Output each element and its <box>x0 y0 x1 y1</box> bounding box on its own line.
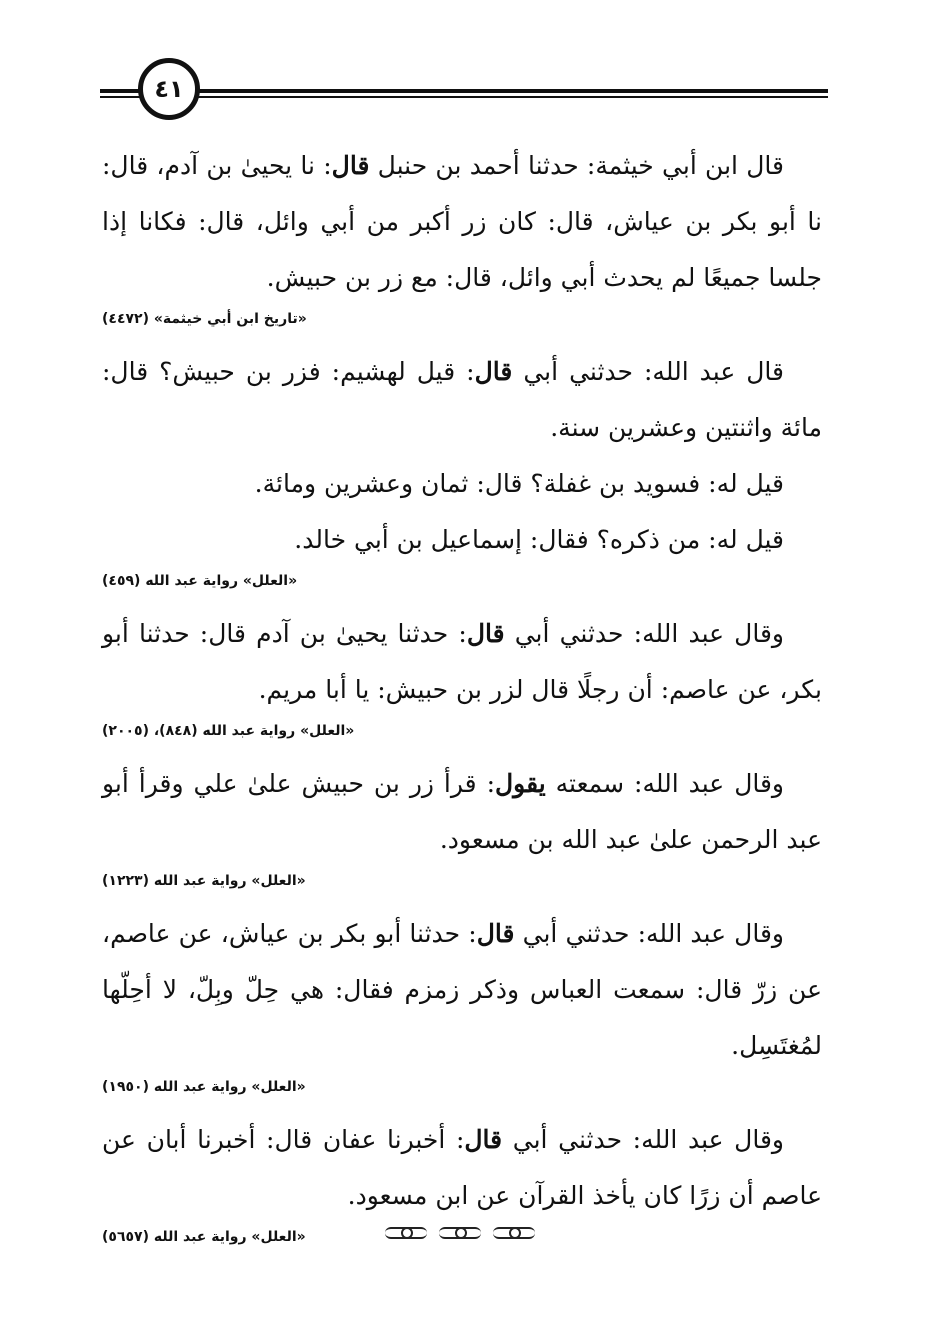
paragraph <box>102 138 822 306</box>
paragraph-text: : قيل لهشيم: فزر بن حبيش؟ قال: مائة واثنتين وعشرين سنة. <box>102 357 822 442</box>
keyword: يقول <box>495 769 546 798</box>
keyword: قال <box>476 919 515 948</box>
paragraph-text: وقال عبد الله: حدثني أبي <box>502 1125 784 1154</box>
paragraph-text: قال عبد الله: حدثني أبي <box>512 357 784 386</box>
paragraph-text: : حدثنا أبو بكر بن عياش، عن عاصم، عن زرّ قال: سمعت العباس وذكر زمزم فقال: هي حِلّ وبِلّ، لا أحِلّها لمُغتَسِل. <box>102 919 822 1060</box>
paragraph <box>102 756 822 868</box>
paragraph: قيل له: من ذكره؟ فقال: إسماعيل بن أبي خالد. <box>294 525 784 554</box>
citation: «العلل» رواية عبد الله (٨٤٨)، (٢٠٠٥) <box>102 723 355 739</box>
paragraph: قيل له: فسويد بن غفلة؟ قال: ثمان وعشرين ومائة. <box>254 469 784 498</box>
page-header <box>100 58 828 128</box>
keyword: قال <box>466 619 505 648</box>
ornament-segment <box>439 1227 481 1239</box>
citation: «العلل» رواية عبد الله (١٩٥٠) <box>102 1079 306 1095</box>
paragraph-text: : قرأ زر بن حبيش علىٰ علي وقرأ أبو عبد الرحمن علىٰ عبد الله بن مسعود. <box>102 769 822 854</box>
paragraph <box>102 1112 822 1224</box>
paragraph-text: : نا يحيىٰ بن آدم، قال: نا أبو بكر بن عياش، قال: كان زر أكبر من أبي وائل، قال: فكانا إذا جلسا جميعًا لم يحدث أبي وائل، قال: مع زر بن حبيش. <box>102 151 822 292</box>
ornament-segment <box>385 1227 427 1239</box>
paragraph <box>102 906 822 1074</box>
footer-ornament <box>385 1226 535 1240</box>
page-body <box>102 138 822 1262</box>
citation: «العلل» رواية عبد الله (٤٥٩) <box>102 573 298 589</box>
keyword: قال <box>331 151 370 180</box>
header-rule-thin <box>100 96 828 98</box>
keyword: قال <box>474 357 513 386</box>
paragraph-text: قال ابن أبي خيثمة: حدثنا أحمد بن حنبل <box>369 151 784 180</box>
paragraph <box>102 606 822 718</box>
paragraph <box>102 344 822 456</box>
paragraph-text: : أخبرنا عفان قال: أخبرنا أبان عن عاصم أن زرًا كان يأخذ القرآن عن ابن مسعود. <box>102 1125 822 1210</box>
keyword: قال <box>464 1125 503 1154</box>
paragraph-text: : حدثنا يحيىٰ بن آدم قال: حدثنا أبو بكر، عن عاصم: أن رجلًا قال لزر بن حبيش: يا أبا مريم. <box>102 619 822 704</box>
page-number: ٤١ <box>138 58 200 120</box>
paragraph-text: وقال عبد الله: حدثني أبي <box>504 619 784 648</box>
citation: «العلل» رواية عبد الله (١٢٢٣) <box>102 873 306 889</box>
header-rule-thick <box>100 89 828 93</box>
paragraph-text: وقال عبد الله: حدثني أبي <box>514 919 784 948</box>
citation: «تاريخ ابن أبي خيثمة» (٤٤٧٢) <box>102 311 307 327</box>
ornament-segment <box>493 1227 535 1239</box>
citation: «العلل» رواية عبد الله (٥٦٥٧) <box>102 1229 306 1245</box>
paragraph-text: وقال عبد الله: سمعته <box>545 769 784 798</box>
